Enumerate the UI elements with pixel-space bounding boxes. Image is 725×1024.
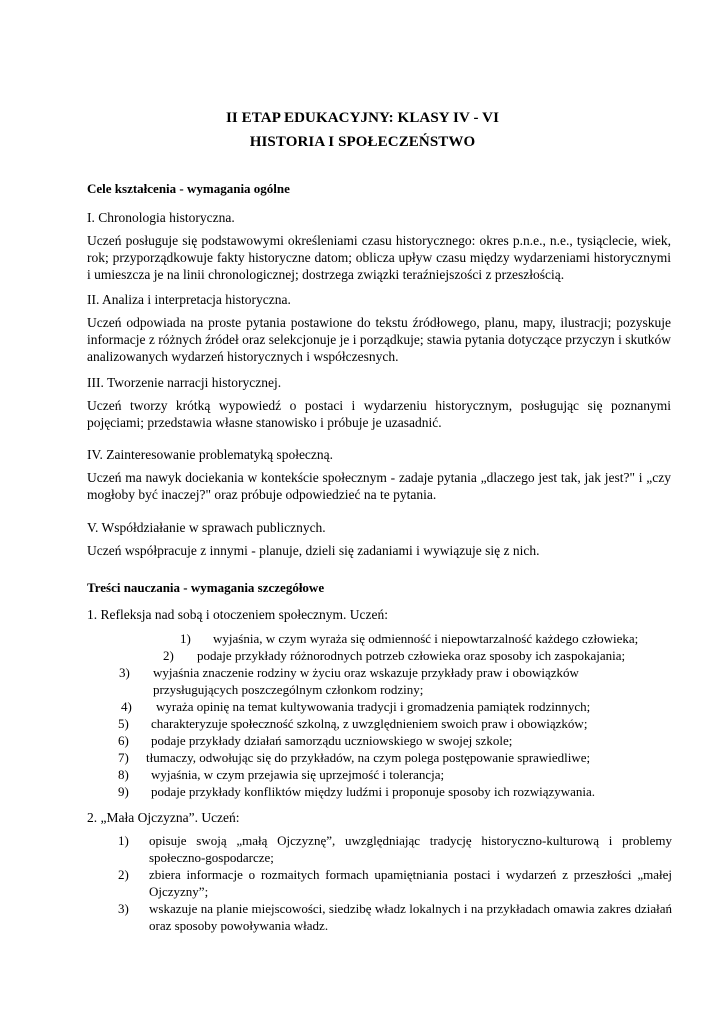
list-item: [118, 866, 672, 900]
list-item-number: 1): [180, 631, 191, 646]
document-title-line2: HISTORIA I SPOŁECZEŃSTWO: [249, 134, 476, 150]
list-item-text: podaje przykłady różnorodnych potrzeb człowieka oraz sposoby ich zaspokajania;: [197, 648, 626, 663]
list-item-text: wyraża opinię na temat kultywowania tradycji i gromadzenia pamiątek rodzinnych;: [156, 699, 591, 714]
section-title-3: III. Tworzenie narracji historycznej.: [87, 375, 282, 390]
list-item-number: 9): [118, 784, 129, 799]
list-item-text: wyjaśnia, w czym przejawia się uprzejmość i tolerancja;: [151, 767, 445, 782]
section-text-4: Uczeń ma nawyk dociekania w kontekście społecznym - zadaje pytania „dlaczego jest tak, jak jest?" i „czy mogłoby być inaczej?" oraz próbuje odpowiedzieć na te pytania.: [87, 470, 671, 502]
list-item: [163, 647, 625, 664]
list-item-number: 4): [121, 699, 132, 714]
topic2-title: 2. „Mała Ojczyzna”. Uczeń:: [87, 810, 240, 825]
list-item-text: podaje przykłady działań samorządu uczniowskiego w swojej szkole;: [151, 733, 513, 748]
list-item: [118, 749, 590, 766]
section-title-4: IV. Zainteresowanie problematyką społeczną.: [87, 447, 334, 462]
list-item: [180, 630, 638, 647]
section-title-5: V. Współdziałanie w sprawach publicznych.: [87, 520, 326, 535]
list-item-number: 2): [118, 867, 129, 882]
list-item-continuation: przysługujących poszczególnym członkom rodziny;: [153, 682, 424, 697]
section-title-2: II. Analiza i interpretacja historyczna.: [87, 292, 291, 307]
list-item: [119, 664, 579, 681]
section-text-1: Uczeń posługuje się podstawowymi określeniami czasu historycznego: okres p.n.e., n.e., tysiąclecie, wiek, rok; przyporządkowuje fakty historyczne datom; oblicza upływ czasu między wydarzeniami historycznymi i umieszcza je na linii chronologicznej; dostrzega związki teraźniejszości z przeszłością.: [87, 233, 671, 282]
list-item: [121, 698, 590, 715]
list-item-text: zbiera informacje o rozmaitych formach upamiętniania postaci i wydarzeń z przeszłości „małej Ojczyzny”;: [149, 867, 672, 899]
topic1-title: 1. Refleksja nad sobą i otoczeniem społecznym. Uczeń:: [87, 607, 389, 622]
list-item-number: 1): [118, 833, 129, 848]
section-title-1: I. Chronologia historyczna.: [87, 210, 235, 225]
list-item-number: 8): [118, 767, 129, 782]
list-item-text: opisuje swoją „małą Ojczyznę”, uwzględniając tradycję historyczno-kulturową i problemy społeczno-gospodarcze;: [149, 833, 672, 865]
list-item-number: 6): [118, 733, 129, 748]
list-item-text: charakteryzuje społeczność szkolną, z uwzględnieniem swoich praw i obowiązków;: [151, 716, 588, 731]
list-item: [118, 783, 595, 800]
list-item: [118, 832, 672, 866]
document-title-line1: II ETAP EDUKACYJNY: KLASY IV - VI: [225, 110, 500, 126]
list-item-number: 2): [163, 648, 174, 663]
list-item: [118, 900, 672, 934]
detailed-content-heading: Treści nauczania - wymagania szczegółowe: [87, 580, 325, 595]
list-item-text: podaje przykłady konfliktów między ludźmi i proponuje sposoby ich rozwiązywania.: [151, 784, 596, 799]
general-goals-heading: Cele kształcenia - wymagania ogólne: [87, 181, 290, 196]
list-item-text: wyjaśnia, w czym wyraża się odmienność i niepowtarzalność każdego człowieka;: [213, 631, 639, 646]
list-item-number: 5): [118, 716, 129, 731]
section-text-3: Uczeń tworzy krótką wypowiedź o postaci i wydarzeniu historycznym, posługując się poznanymi pojęciami; przedstawia własne stanowisko i próbuje je uzasadnić.: [87, 398, 671, 430]
list-item-text: tłumaczy, odwołując się do przykładów, na czym polega postępowanie sprawiedliwe;: [146, 750, 591, 765]
list-item: [118, 732, 512, 749]
section-text-2: Uczeń odpowiada na proste pytania postawione do tekstu źródłowego, planu, mapy, ilustracji; pozyskuje informacje z różnych źródeł oraz selekcjonuje je i porządkuje; stawia pytania dotyczące przyczyn i skutków analizowanych wydarzeń historycznych i współczesnych.: [87, 315, 672, 364]
list-item-text: wskazuje na planie miejscowości, siedzibę władz lokalnych i na przykładach omawia zakres działań oraz sposoby powoływania władz.: [149, 901, 672, 933]
section-text-5: Uczeń współpracuje z innymi - planuje, dzieli się zadaniami i wywiązuje się z nich.: [87, 543, 540, 558]
list-item-text: wyjaśnia znaczenie rodziny w życiu oraz wskazuje przykłady praw i obowiązków: [153, 665, 579, 680]
list-item: [118, 715, 587, 732]
list-item-number: 3): [118, 901, 129, 916]
list-item-number: 3): [119, 665, 130, 680]
list-item: [118, 766, 444, 783]
list-item-number: 7): [118, 750, 129, 765]
